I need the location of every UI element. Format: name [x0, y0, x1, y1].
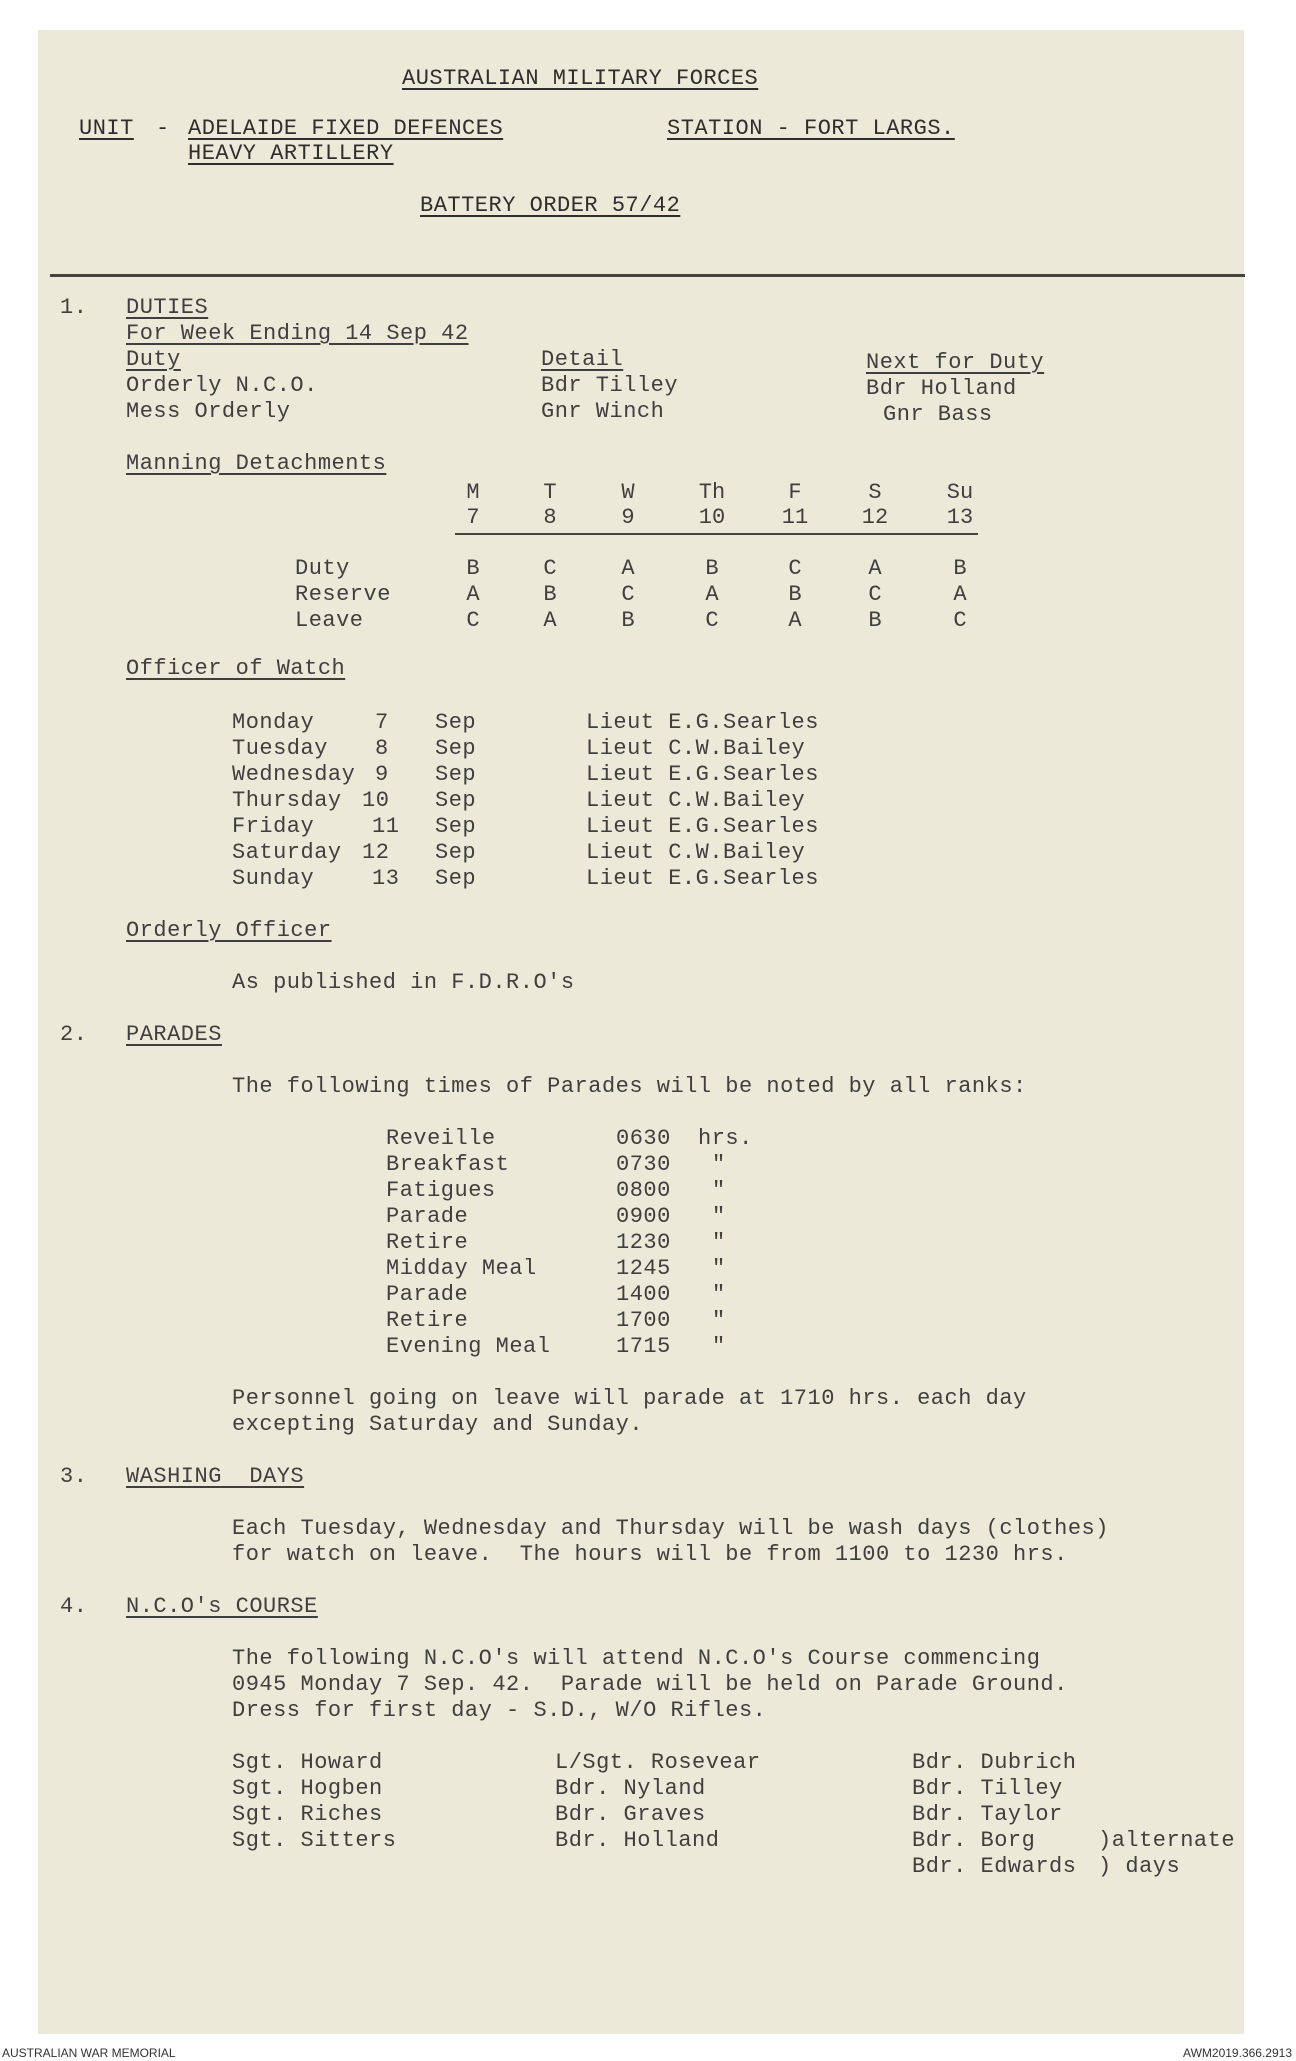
manning-cell: B [788, 582, 802, 607]
manning-cell: B [705, 556, 719, 581]
date-9: 9 [621, 505, 635, 530]
footer-catalogue-id: AWM2019.366.2913 [1183, 2046, 1292, 2060]
parade-name: Fatigues [386, 1178, 496, 1203]
unit-dash: - [156, 116, 170, 141]
watch-day: Friday [232, 814, 315, 839]
watch-month: Sep [435, 710, 477, 735]
section-3-number: 3. [60, 1464, 88, 1489]
col-duty-header: Duty [126, 347, 181, 372]
watch-month: Sep [435, 814, 477, 839]
watch-day: Saturday [232, 840, 342, 865]
duty-row-2-detail: Gnr Winch [541, 399, 665, 424]
manning-header-rule [455, 533, 978, 535]
parades-intro: The following times of Parades will be noted by all ranks: [232, 1074, 1027, 1099]
watch-month: Sep [435, 866, 477, 891]
alternate-note-line1: )alternate [1098, 1828, 1236, 1853]
watch-date: 13 [372, 866, 400, 891]
parade-time: 0730 [616, 1152, 671, 1177]
parade-name: Retire [386, 1308, 469, 1333]
battery-order-title: BATTERY ORDER 57/42 [420, 193, 681, 218]
watch-day: Thursday [232, 788, 342, 813]
footer-source: AUSTRALIAN WAR MEMORIAL [2, 2046, 176, 2060]
watch-officer: Lieut C.W.Bailey [586, 788, 806, 813]
date-12: 12 [861, 505, 889, 530]
manning-cell: B [621, 608, 635, 633]
parade-unit: " [712, 1308, 726, 1333]
manning-cell: B [543, 582, 557, 607]
orderly-officer-text: As published in F.D.R.O's [232, 970, 575, 995]
watch-title: Officer of Watch [126, 656, 346, 681]
header-divider [50, 274, 1245, 277]
manning-cell: B [868, 608, 882, 633]
manning-cell: A [868, 556, 882, 581]
parade-unit: " [712, 1152, 726, 1177]
course-attendee: Sgt. Hogben [232, 1776, 383, 1801]
parade-time: 1700 [616, 1308, 671, 1333]
course-line3: Dress for first day - S.D., W/O Rifles. [232, 1698, 767, 1723]
parade-name: Midday Meal [386, 1256, 537, 1281]
duty-row-2-duty: Mess Orderly [126, 399, 291, 424]
manning-cell: A [466, 582, 480, 607]
unit-label: UNIT [79, 116, 134, 141]
manning-row-leave-label: Leave [295, 608, 364, 633]
duty-row-1-duty: Orderly N.C.O. [126, 373, 318, 398]
manning-cell: C [953, 608, 967, 633]
washing-line1: Each Tuesday, Wednesday and Thursday will be wash days (clothes) [232, 1516, 1109, 1541]
unit-name-line1: ADELAIDE FIXED DEFENCES [188, 116, 504, 141]
course-attendee: L/Sgt. Rosevear [555, 1750, 761, 1775]
watch-date: 8 [375, 736, 389, 761]
section-4-number: 4. [60, 1594, 88, 1619]
course-attendee: Sgt. Sitters [232, 1828, 397, 1853]
day-w: W [621, 480, 635, 505]
course-line1: The following N.C.O's will attend N.C.O's Course commencing [232, 1646, 1041, 1671]
manning-cell: B [953, 556, 967, 581]
section-1-number: 1. [60, 295, 88, 320]
watch-date: 7 [375, 710, 389, 735]
watch-month: Sep [435, 736, 477, 761]
course-attendee: Bdr. Taylor [912, 1802, 1063, 1827]
date-8: 8 [543, 505, 557, 530]
parade-unit: " [712, 1334, 726, 1359]
parades-note-line2: excepting Saturday and Sunday. [232, 1412, 644, 1437]
section-1-title: DUTIES [126, 295, 209, 320]
parade-unit: " [712, 1178, 726, 1203]
watch-date: 11 [372, 814, 400, 839]
date-7: 7 [466, 505, 480, 530]
watch-day: Sunday [232, 866, 315, 891]
date-11: 11 [781, 505, 809, 530]
parade-name: Reveille [386, 1126, 496, 1151]
manning-row-duty-label: Duty [295, 556, 350, 581]
parade-name: Parade [386, 1204, 469, 1229]
org-heading: AUSTRALIAN MILITARY FORCES [402, 66, 759, 91]
course-attendee: Sgt. Riches [232, 1802, 383, 1827]
day-f: F [788, 480, 802, 505]
alternate-note-line2: ) days [1098, 1854, 1181, 1879]
orderly-officer-title: Orderly Officer [126, 918, 332, 943]
watch-officer: Lieut C.W.Bailey [586, 736, 806, 761]
parade-name: Breakfast [386, 1152, 510, 1177]
watch-day: Tuesday [232, 736, 328, 761]
unit-name-line2: HEAVY ARTILLERY [188, 141, 394, 166]
watch-officer: Lieut E.G.Searles [586, 866, 819, 891]
parade-unit: hrs. [698, 1126, 753, 1151]
course-attendee: Bdr. Borg [912, 1828, 1036, 1853]
section-3-title: WASHING DAYS [126, 1464, 305, 1489]
parade-time: 1715 [616, 1334, 671, 1359]
manning-cell: A [788, 608, 802, 633]
day-su: Su [946, 480, 974, 505]
col-next-header: Next for Duty [866, 350, 1045, 375]
watch-date: 10 [362, 788, 390, 813]
day-th: Th [698, 480, 726, 505]
section-2-title: PARADES [126, 1022, 222, 1047]
parade-unit: " [712, 1256, 726, 1281]
parade-unit: " [712, 1204, 726, 1229]
parade-time: 1245 [616, 1256, 671, 1281]
manning-cell: C [466, 608, 480, 633]
duty-row-1-detail: Bdr Tilley [541, 373, 679, 398]
day-m: M [466, 480, 480, 505]
day-s: S [868, 480, 882, 505]
parade-unit: " [712, 1282, 726, 1307]
watch-officer: Lieut E.G.Searles [586, 762, 819, 787]
course-attendee: Sgt. Howard [232, 1750, 383, 1775]
course-attendee: Bdr. Dubrich [912, 1750, 1077, 1775]
watch-day: Wednesday [232, 762, 356, 787]
course-attendee: Bdr. Graves [555, 1802, 706, 1827]
parade-time: 1230 [616, 1230, 671, 1255]
station: STATION - FORT LARGS. [667, 116, 955, 141]
course-attendee: Bdr. Tilley [912, 1776, 1063, 1801]
day-t: T [543, 480, 557, 505]
parades-note-line1: Personnel going on leave will parade at 1710 hrs. each day [232, 1386, 1027, 1411]
parade-unit: " [712, 1230, 726, 1255]
course-attendee: Bdr. Holland [555, 1828, 720, 1853]
section-4-title: N.C.O's COURSE [126, 1594, 318, 1619]
watch-month: Sep [435, 840, 477, 865]
date-13: 13 [946, 505, 974, 530]
parade-time: 0630 [616, 1126, 671, 1151]
course-line2: 0945 Monday 7 Sep. 42. Parade will be held on Parade Ground. [232, 1672, 1068, 1697]
parade-name: Parade [386, 1282, 469, 1307]
manning-cell: C [621, 582, 635, 607]
date-10: 10 [698, 505, 726, 530]
section-2-number: 2. [60, 1022, 88, 1047]
watch-officer: Lieut C.W.Bailey [586, 840, 806, 865]
manning-cell: A [953, 582, 967, 607]
manning-cell: C [543, 556, 557, 581]
watch-month: Sep [435, 788, 477, 813]
parade-name: Evening Meal [386, 1334, 551, 1359]
manning-cell: C [788, 556, 802, 581]
week-ending: For Week Ending 14 Sep 42 [126, 321, 469, 346]
watch-date: 9 [375, 762, 389, 787]
parade-time: 0900 [616, 1204, 671, 1229]
col-detail-header: Detail [541, 347, 624, 372]
parade-time: 1400 [616, 1282, 671, 1307]
watch-month: Sep [435, 762, 477, 787]
watch-day: Monday [232, 710, 315, 735]
manning-cell: C [705, 608, 719, 633]
washing-line2: for watch on leave. The hours will be from 1100 to 1230 hrs. [232, 1542, 1068, 1567]
duty-row-1-next: Bdr Holland [866, 376, 1017, 401]
manning-row-reserve-label: Reserve [295, 582, 391, 607]
manning-cell: B [466, 556, 480, 581]
course-attendee: Bdr. Nyland [555, 1776, 706, 1801]
manning-cell: C [868, 582, 882, 607]
duty-row-2-next: Gnr Bass [883, 402, 993, 427]
parade-name: Retire [386, 1230, 469, 1255]
watch-officer: Lieut E.G.Searles [586, 814, 819, 839]
course-attendee: Bdr. Edwards [912, 1854, 1077, 1879]
manning-title: Manning Detachments [126, 451, 387, 476]
manning-cell: A [621, 556, 635, 581]
watch-date: 12 [362, 840, 390, 865]
watch-officer: Lieut E.G.Searles [586, 710, 819, 735]
manning-cell: A [705, 582, 719, 607]
manning-cell: A [543, 608, 557, 633]
parade-time: 0800 [616, 1178, 671, 1203]
